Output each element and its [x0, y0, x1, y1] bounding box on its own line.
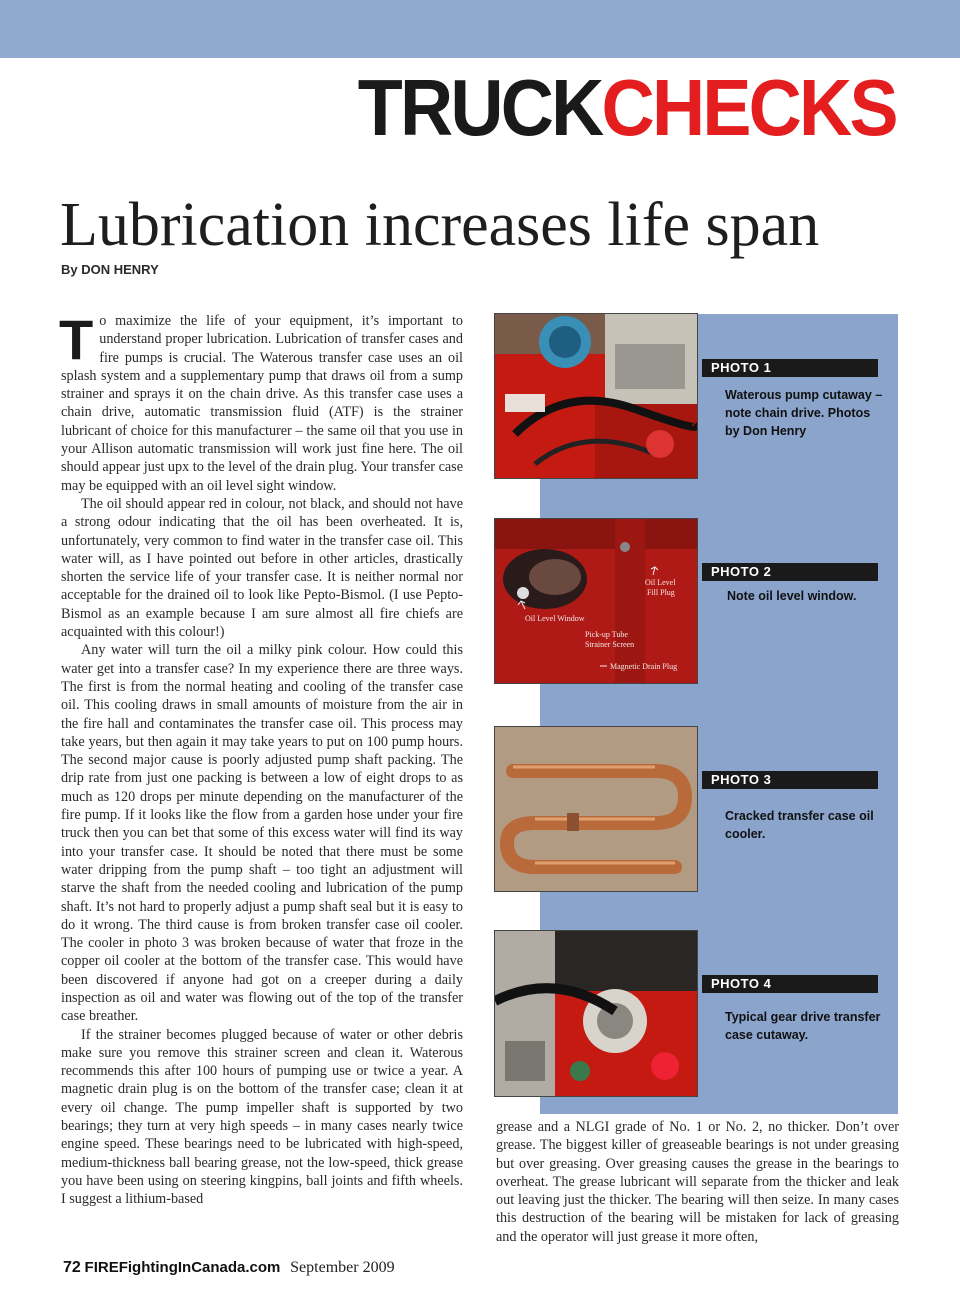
page-footer — [63, 1259, 395, 1277]
footer-date: September 2009 — [290, 1259, 395, 1276]
masthead-truck: TRUCK — [358, 63, 602, 152]
photo-2-caption: Note oil level window. — [727, 589, 857, 603]
body-paragraph-continued: grease and a NLGI grade of No. 1 or No. 2, no thicker. Don’t over grease. The biggest killer of greaseable bearings is not under greasing but over greasing. Over greasing causes the grease in the bearings to overheat. The grease lubricant will separate from the thicker and leak out leaving just the thicker. The bearing will then seize. In many cases this destruction of the bearing will be mistaken for lack of greasing and the operator will just grease it more often, — [496, 1119, 899, 1245]
article-headline: Lubrication increases life span — [60, 191, 820, 259]
photo-1-pump-cutaway — [494, 313, 698, 479]
photo-4-label: PHOTO 4 — [702, 975, 878, 993]
body-paragraph: If the strainer becomes plugged because of water or other debris make sure you remove this strainer screen and clean it. Waterous recommends this after 100 hours of pumping use or twice a year. A magnetic drain plug is on the bottom of the transfer case; clean it at every oil change. The pump impeller shaft is supported by two bearings; they turn at very high speeds – in many cases nearly twice engine speed. These bearings need to be lubricated with high-speed, medium-thickness ball bearing grease, not the low-speed, thick grease you have been using on steering kingpins, ball joints and fifth wheels. I suggest a lithium-based — [61, 1026, 463, 1208]
photo-3-oil-cooler — [494, 726, 698, 892]
photo-4-gear-drive — [494, 930, 698, 1097]
article-byline: By DON HENRY — [61, 262, 159, 277]
top-color-band — [0, 0, 960, 58]
photo-3-caption: Cracked transfer case oil cooler. — [725, 809, 874, 841]
photo-1-label: PHOTO 1 — [702, 359, 878, 377]
photo-4-caption: Typical gear drive transfer case cutaway. — [725, 1010, 881, 1042]
masthead-checks: CHECKS — [601, 63, 896, 152]
body-paragraph: The oil should appear red in colour, not black, and should not have a strong odour indicating that the oil has been overheated. It is, unfortunately, very common to find water in the transfer case oil. This water will, as I have pointed out before in other articles, drastically shorten the service life of your transfer case. It is neither normal nor acceptable for the drained oil to look like Pepto-Bismol. (I use Pepto-Bismol as an example because I am sure almost all fire chiefs are acquainted with this colour!) — [61, 495, 463, 641]
photo-1-caption: Waterous pump cutaway – note chain drive. Photos by Don Henry — [725, 388, 883, 438]
body-paragraph: Any water will turn the oil a milky pink colour. How could this water get into a transfer case? In my experience there are three ways. The first is from the normal heating and cooling of the transfer case oil. This cooling draws in small amounts of moisture from the air in the fire hall and contaminates the transfer case oil. This process may take years, but then again it may take years to put on 100 pump hours. The second major cause is poorly adjusted pump shaft packing. The drip rate from just one packing is between a low of eight drops to as much as 120 drops per minute depending on the manufacturer of the fire pump. If it looks like the flow from a garden hose under your fire truck then you can bet that some of this excess water will find its way into your transfer case. It should be noted that there must be some water dripping from the pump shaft – too tight an adjustment will starve the shaft from the needed cooling and lubrication of the pump shaft. It’s not hard to properly adjust a pump shaft seal but it is easy to do it wrong. The third cause is from broken transfer case oil cooler. The cooler in photo 3 was broken because of water that froze in the copper oil cooler at the bottom of the transfer case. This would have been discovered if anyone had got on a creeper during a daily inspection as oil and water was flowing out of the top of the transfer case breather. — [61, 642, 463, 1025]
svg-text:Fill Plug: Fill Plug — [647, 588, 675, 597]
footer-site: FIREFightingInCanada.com — [84, 1259, 281, 1276]
section-masthead — [358, 62, 896, 154]
svg-text:Pick-up Tube: Pick-up Tube — [585, 630, 628, 639]
photo-2-label: PHOTO 2 — [702, 563, 878, 581]
svg-text:Strainer Screen: Strainer Screen — [585, 640, 635, 649]
svg-text:Magnetic Drain Plug: Magnetic Drain Plug — [610, 662, 678, 671]
drop-cap: T — [59, 308, 94, 371]
svg-text:Oil Level Window: Oil Level Window — [525, 614, 585, 623]
svg-text:Oil Level: Oil Level — [645, 578, 676, 587]
body-column-left — [59, 308, 463, 1209]
body-paragraph: To maximize the life of your equipment, it’s important to understand proper lubrication. Lubrication of transfer cases and fire pumps is crucial. The Waterous transfer case uses an oil splash system and a supplementary pump that draws oil from a sump strainer and sprays it on the chain drive. As this transfer case uses a chain drive, automatic transmission fluid (ATF) is the strainer lubricant of choice for this manufacturer – the same oil that you use in your Allison automatic transmission will work just fine here. The oil should appear just upx to the level of the drain plug. Your transfer case may be equipped with an oil level sight window. — [59, 308, 463, 494]
photo-2-transfer-case — [494, 518, 698, 684]
photo-3-label: PHOTO 3 — [702, 771, 878, 789]
page-number: 72 — [63, 1259, 81, 1276]
body-column-right — [496, 1118, 899, 1246]
